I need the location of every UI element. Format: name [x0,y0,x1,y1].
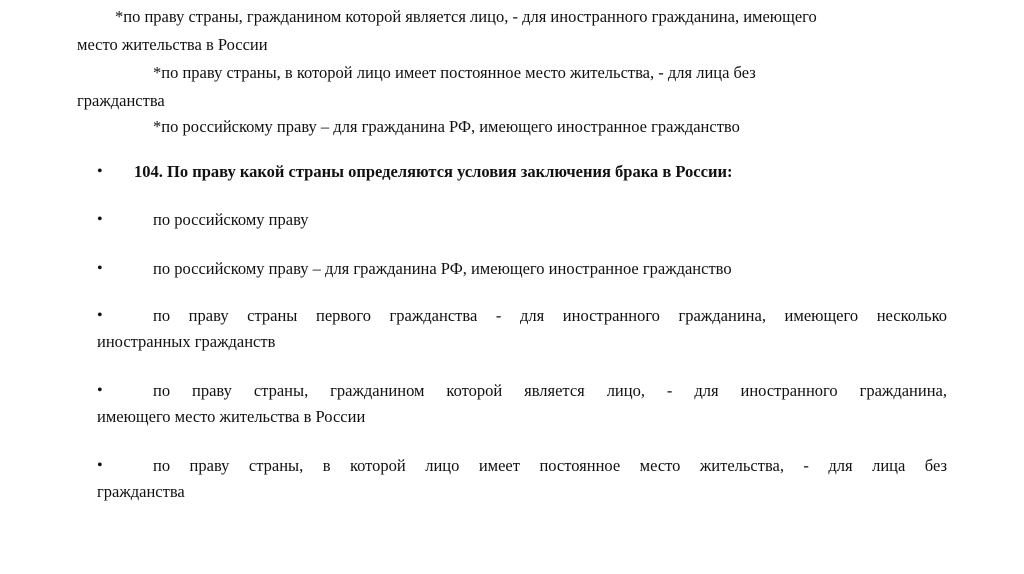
option-2-text: по российскому праву – для гражданина РФ, имеющего иностранное гражданство [153,259,732,278]
question-text: 104. По праву какой страны определяются условия заключения брака в России: [134,162,733,181]
bullet-icon: • [97,382,103,399]
option-4-line-1: по праву страны, гражданином которой является лицо, - для иностранного гражданина, [153,381,947,400]
option-1-text: по российскому праву [153,210,309,229]
bullet-icon: • [97,260,103,277]
option-3-line-2: иностранных гражданств [97,332,276,351]
option-3-line-1: по праву страны первого гражданства - для иностранного гражданина, имеющего несколько [153,306,947,325]
bullet-icon: • [97,307,103,324]
option-4-line-2: имеющего место жительства в России [97,407,366,426]
bullet-icon: • [97,211,103,228]
bullet-icon: • [97,457,103,474]
option-5-line-1: по праву страны, в которой лицо имеет постоянное место жительства, - для лица без [153,456,947,475]
option-5-line-2: гражданства [97,482,185,501]
intro-line-4: гражданства [77,91,165,110]
intro-line-3: *по праву страны, в которой лицо имеет постоянное место жительства, - для лица без [153,63,756,82]
bullet-icon: • [97,163,103,180]
intro-line-5: *по российскому праву – для гражданина РФ, имеющего иностранное гражданство [153,117,740,136]
intro-line-1: *по праву страны, гражданином которой является лицо, - для иностранного гражданина, имеющего [115,7,817,26]
intro-line-2: место жительства в России [77,35,268,54]
